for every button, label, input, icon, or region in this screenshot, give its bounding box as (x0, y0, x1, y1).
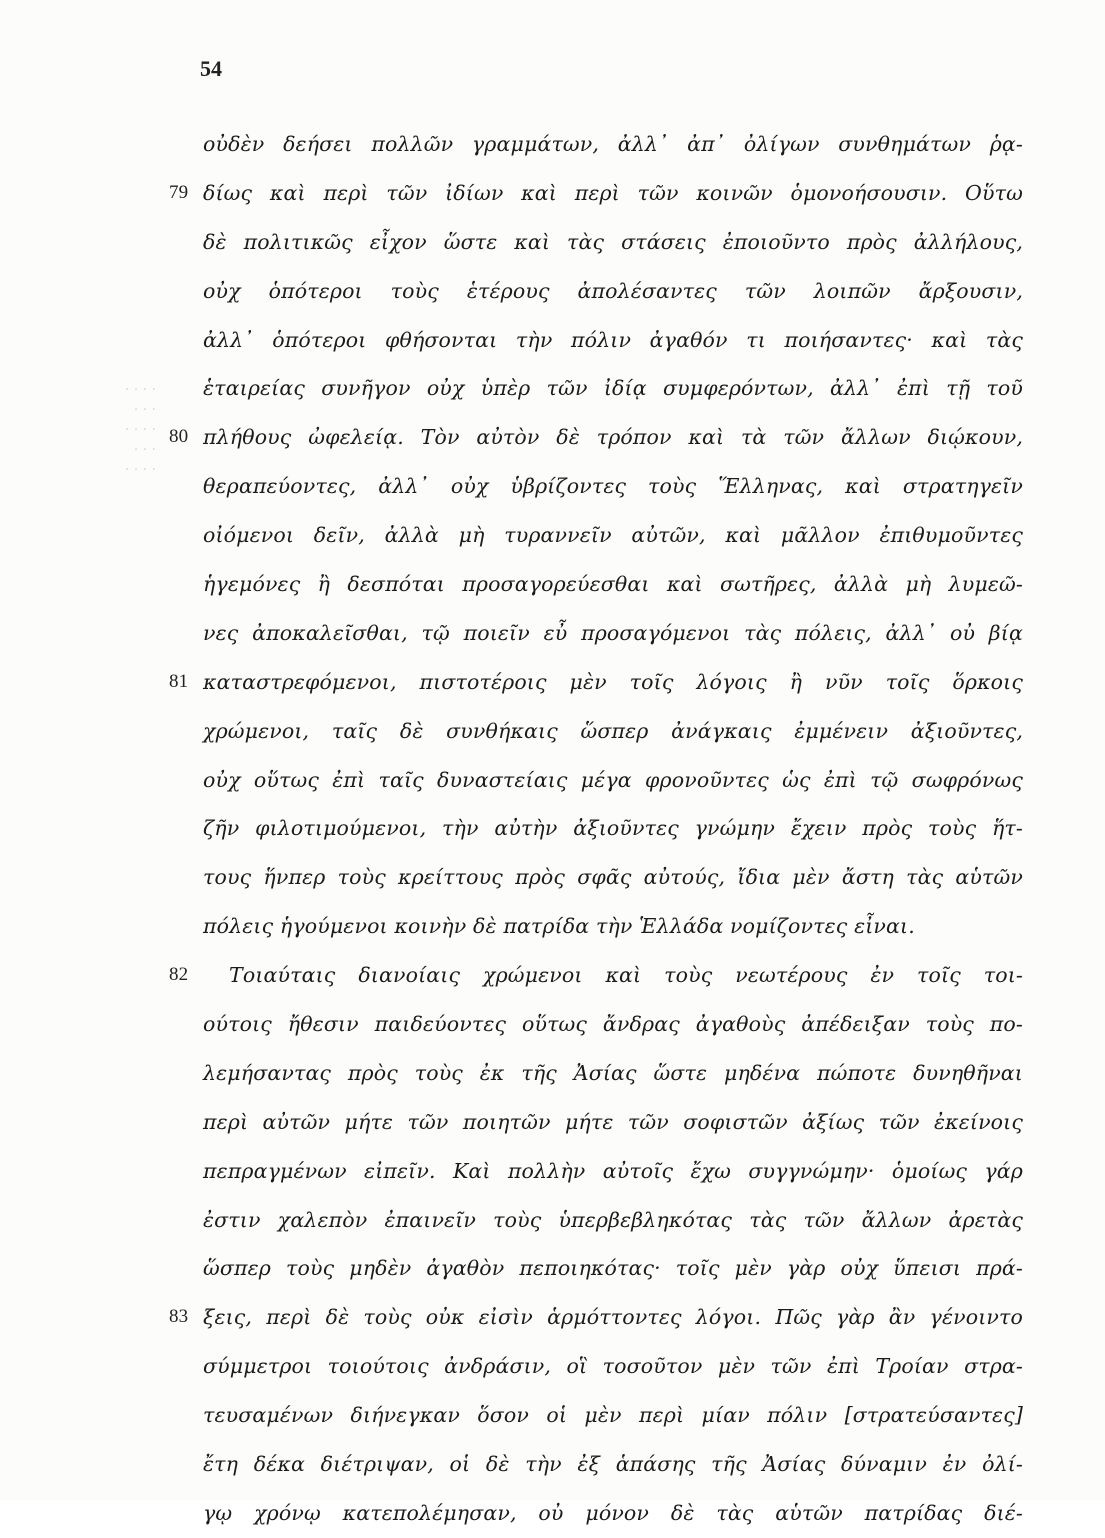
text-line (203, 756, 1023, 805)
line-text: νες ἀποκαλεῖσθαι, τῷ ποιεῖν εὖ προσαγόμενοι τὰς πόλεις, ἀλλ᾽ οὐ βίᾳ (203, 620, 1023, 645)
line-text: δίως καὶ περὶ τῶν ἰδίων καὶ περὶ τῶν κοινῶν ὁμονοήσουσιν. Οὕτω (203, 180, 1023, 205)
line-text: οὐχ οὕτως ἐπὶ ταῖς δυναστείαις μέγα φρονοῦντες ὡς ἐπὶ τῷ σωφρόνως (203, 767, 1023, 792)
text-line (203, 707, 1023, 756)
line-text: τευσαμένων διήνεγκαν ὅσον οἱ μὲν περὶ μίαν πόλιν [στρατεύσαντες] (203, 1403, 1023, 1428)
line-text: δὲ πολιτικῶς εἶχον ὥστε καὶ τὰς στάσεις ἐποιοῦντο πρὸς ἀλλήλους, (203, 229, 1023, 254)
line-text: ἡγεμόνες ἢ δεσπόται προσαγορεύεσθαι καὶ σωτῆρες, ἀλλὰ μὴ λυμεῶ- (203, 572, 1023, 597)
line-text: πεπραγμένων εἰπεῖν. Καὶ πολλὴν αὐτοῖς ἔχω συγγνώμην· ὁμοίως γάρ (203, 1158, 1023, 1183)
line-text: σύμμετροι τοιούτοις ἀνδράσιν, οἳ τοσοῦτον μὲν τῶν ἐπὶ Τροίαν στρα- (203, 1354, 1023, 1379)
text-line (169, 413, 1023, 462)
line-text: Τοιαύταις διανοίαις χρώμενοι καὶ τοὺς νεωτέρους ἐν τοῖς τοι- (229, 963, 1023, 988)
text-line (203, 1000, 1023, 1049)
text-line (203, 1147, 1023, 1196)
text-line (203, 1049, 1023, 1098)
line-text: τους ἥνπερ τοὺς κρείττους πρὸς σφᾶς αὐτούς, ἴδια μὲν ἄστη τὰς αὑτῶν (203, 865, 1023, 890)
text-line (203, 511, 1023, 560)
text-line (203, 1489, 1023, 1538)
text-line (169, 169, 1023, 218)
section-number: 82 (169, 964, 189, 986)
line-text: πόλεις ἡγούμενοι κοινὴν δὲ πατρίδα τὴν Ἑλλάδα νομίζοντες εἶναι. (203, 914, 915, 939)
text-line (203, 267, 1023, 316)
text-line (203, 902, 1023, 951)
text-line (203, 316, 1023, 365)
text-line (169, 1293, 1023, 1342)
line-text: καταστρεφόμενοι, πιστοτέροις μὲν τοῖς λόγοις ἢ νῦν τοῖς ὅρκοις (203, 669, 1023, 694)
line-text: ἔτη δέκα διέτριψαν, οἱ δὲ τὴν ἐξ ἁπάσης τῆς Ἀσίας δύναμιν ἐν ὀλί- (203, 1452, 1023, 1477)
text-line (203, 1244, 1023, 1293)
line-text: περὶ αὐτῶν μήτε τῶν ποιητῶν μήτε τῶν σοφιστῶν ἀξίως τῶν ἐκείνοις (203, 1109, 1023, 1134)
text-line (203, 1391, 1023, 1440)
line-text: ἀλλ᾽ ὁπότεροι φθήσονται τὴν πόλιν ἀγαθόν τι ποιήσαντες· καὶ τὰς (203, 327, 1023, 352)
line-text: ἑταιρείας συνῆγον οὐχ ὑπὲρ τῶν ἰδίᾳ συμφερόντων, ἀλλ᾽ ἐπὶ τῇ τοῦ (203, 376, 1023, 401)
section-number: 80 (169, 426, 189, 448)
text-line (203, 853, 1023, 902)
bleed-through-margin-note: · · · · · · · · · · · · · · · · · · (124, 382, 156, 478)
line-text: ὥσπερ τοὺς μηδὲν ἀγαθὸν πεποιηκότας· τοῖς μὲν γὰρ οὐχ ὕπεισι πρά- (203, 1256, 1023, 1281)
line-text: ξεις, περὶ δὲ τοὺς οὐκ εἰσὶν ἁρμόττοντες λόγοι. Πῶς γὰρ ἂν γένοιντο (203, 1305, 1023, 1330)
line-text: οἰόμενοι δεῖν, ἀλλὰ μὴ τυραννεῖν αὐτῶν, καὶ μᾶλλον ἐπιθυμοῦντες (203, 523, 1023, 548)
line-text: ζῆν φιλοτιμούμενοι, τὴν αὐτὴν ἀξιοῦντες γνώμην ἔχειν πρὸς τοὺς ἥτ- (203, 816, 1023, 841)
line-text: θεραπεύοντες, ἀλλ᾽ οὐχ ὑβρίζοντες τοὺς Ἕλληνας, καὶ στρατηγεῖν (203, 474, 1023, 499)
line-text: χρώμενοι, ταῖς δὲ συνθήκαις ὥσπερ ἀνάγκαις ἐμμένειν ἀξιοῦντες, (203, 718, 1023, 743)
text-line (203, 1196, 1023, 1245)
text-line (203, 560, 1023, 609)
greek-text-body (169, 120, 1023, 1538)
text-line (203, 218, 1023, 267)
section-number: 81 (169, 670, 189, 692)
line-text: πλήθους ὠφελείᾳ. Τὸν αὐτὸν δὲ τρόπον καὶ τὰ τῶν ἄλλων διῴκουν, (203, 425, 1023, 450)
section-number: 83 (169, 1306, 189, 1328)
section-number: 79 (169, 181, 189, 203)
text-line (169, 951, 1023, 1000)
text-line (203, 1440, 1023, 1489)
text-line (203, 364, 1023, 413)
text-line (203, 1342, 1023, 1391)
text-line (203, 462, 1023, 511)
line-text: ἐστιν χαλεπὸν ἐπαινεῖν τοὺς ὑπερβεβληκότας τὰς τῶν ἄλλων ἀρετὰς (203, 1207, 1023, 1232)
text-line (203, 609, 1023, 658)
text-line (169, 658, 1023, 707)
text-line (203, 1098, 1023, 1147)
page-number: 54 (200, 56, 222, 81)
line-text: γῳ χρόνῳ κατεπολέμησαν, οὐ μόνον δὲ τὰς αὑτῶν πατρίδας διέ- (203, 1500, 1023, 1525)
line-text: οὐχ ὁπότεροι τοὺς ἑτέρους ἀπολέσαντες τῶν λοιπῶν ἄρξουσιν, (203, 278, 1023, 303)
line-text: λεμήσαντας πρὸς τοὺς ἐκ τῆς Ἀσίας ὥστε μηδένα πώποτε δυνηθῆναι (203, 1060, 1023, 1085)
text-line (203, 804, 1023, 853)
line-text: οὐδὲν δεήσει πολλῶν γραμμάτων, ἀλλ᾽ ἀπ᾽ ὀλίγων συνθημάτων ῥᾳ- (203, 132, 1023, 156)
text-line (203, 120, 1023, 169)
line-text: ούτοις ἤθεσιν παιδεύοντες οὕτως ἄνδρας ἀγαθοὺς ἀπέδειξαν τοὺς πο- (203, 1012, 1023, 1037)
